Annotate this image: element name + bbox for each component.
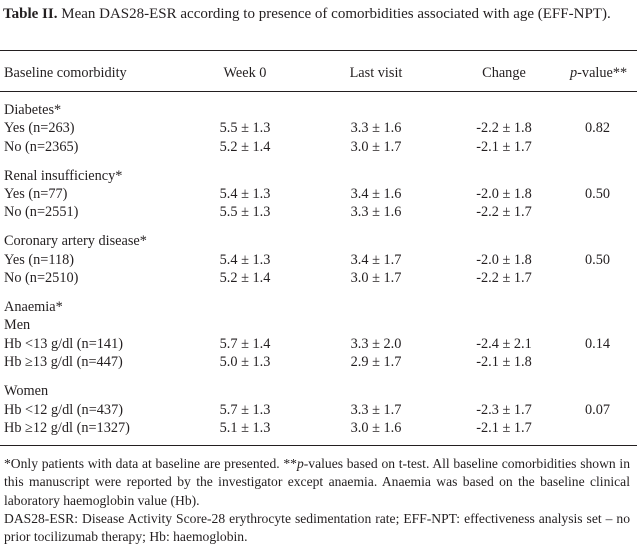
table-row — [0, 119, 637, 137]
cell-last-visit: 3.0 ± 1.6 — [350, 420, 402, 436]
header-last-visit: Last visit — [349, 65, 403, 81]
group-row — [0, 232, 637, 250]
cell-change: -2.0 ± 1.8 — [476, 186, 532, 202]
cell-change: -2.4 ± 2.1 — [476, 336, 532, 352]
cell-p-value: 0.50 — [584, 186, 611, 202]
cell-last-visit: 3.4 ± 1.6 — [350, 186, 402, 202]
cell-last-visit: 2.9 ± 1.7 — [350, 354, 402, 370]
cell-p-value: 0.82 — [584, 120, 611, 136]
top-rule — [0, 50, 637, 51]
table-row — [0, 251, 637, 269]
header-p-value: p-value** — [570, 65, 628, 81]
row-label: Yes (n=118) — [4, 252, 75, 268]
cell-week0: 5.5 ± 1.3 — [219, 120, 271, 136]
cell-change: -2.1 ± 1.7 — [476, 139, 532, 155]
abbreviations-note: DAS28-ESR: Disease Activity Score-28 erythrocyte sedimentation rate; EFF-NPT: effectiveness analysis set – no prior tocilizumab therapy; Hb: haemoglobin. — [4, 511, 630, 545]
table-row — [0, 185, 637, 203]
cell-last-visit: 3.3 ± 1.6 — [350, 120, 402, 136]
row-label: No (n=2365) — [4, 139, 79, 155]
header-row — [0, 64, 637, 82]
cell-last-visit: 3.3 ± 2.0 — [350, 336, 402, 352]
group-row — [0, 167, 637, 185]
cell-week0: 5.1 ± 1.3 — [219, 420, 271, 436]
cell-week0: 5.7 ± 1.3 — [219, 402, 271, 418]
cell-change: -2.2 ± 1.8 — [476, 120, 532, 136]
header-change: Change — [482, 65, 526, 81]
row-label: Hb <12 g/dl (n=437) — [4, 402, 123, 418]
table-row — [0, 353, 637, 371]
cell-last-visit: 3.0 ± 1.7 — [350, 139, 402, 155]
cell-last-visit: 3.4 ± 1.7 — [350, 252, 402, 268]
group-label: Anaemia* — [4, 299, 63, 315]
cell-week0: 5.5 ± 1.3 — [219, 204, 271, 220]
cell-last-visit: 3.3 ± 1.6 — [350, 204, 402, 220]
cell-p-value: 0.07 — [584, 402, 611, 418]
cell-week0: 5.7 ± 1.4 — [219, 336, 271, 352]
cell-change: -2.2 ± 1.7 — [476, 204, 532, 220]
group-label: Coronary artery disease* — [4, 233, 147, 249]
cell-p-value: 0.50 — [584, 252, 611, 268]
group-label: Diabetes* — [4, 102, 62, 118]
group-row — [0, 298, 637, 316]
cell-change: -2.1 ± 1.7 — [476, 420, 532, 436]
cell-last-visit: 3.3 ± 1.7 — [350, 402, 402, 418]
cell-p-value: 0.14 — [584, 336, 611, 352]
subgroup-row — [0, 316, 637, 334]
cell-week0: 5.2 ± 1.4 — [219, 270, 271, 286]
cell-week0: 5.4 ± 1.3 — [219, 186, 271, 202]
header-week0: Week 0 — [223, 65, 267, 81]
table-row — [0, 335, 637, 353]
cell-week0: 5.2 ± 1.4 — [219, 139, 271, 155]
group-label: Renal insufficiency* — [4, 168, 123, 184]
subgroup-label: Women — [4, 383, 49, 399]
row-label: Hb <13 g/dl (n=141) — [4, 336, 123, 352]
cell-change: -2.3 ± 1.7 — [476, 402, 532, 418]
subgroup-row — [0, 382, 637, 400]
row-label: No (n=2551) — [4, 204, 79, 220]
cell-week0: 5.4 ± 1.3 — [219, 252, 271, 268]
footnote: *Only patients with data at baseline are presented. **p-values based on t-test. All baseline comorbidities shown in this manuscript were reported by the investigator except anaemia. Anaemia was based on the baseline clinical laboratory haemoglobin value (Hb). — [4, 456, 630, 508]
table-row — [0, 138, 637, 156]
row-label: No (n=2510) — [4, 270, 79, 286]
table-row — [0, 203, 637, 221]
table-label: Table II. — [3, 6, 58, 22]
row-label: Yes (n=77) — [4, 186, 68, 202]
bottom-rule — [0, 445, 637, 446]
table-row — [0, 269, 637, 287]
row-label: Hb ≥13 g/dl (n=447) — [4, 354, 123, 370]
header-rule — [0, 91, 637, 92]
table-row — [0, 419, 637, 437]
row-label: Hb ≥12 g/dl (n=1327) — [4, 420, 130, 436]
table-row — [0, 401, 637, 419]
cell-change: -2.1 ± 1.8 — [476, 354, 532, 370]
cell-week0: 5.0 ± 1.3 — [219, 354, 271, 370]
subgroup-label: Men — [4, 317, 31, 333]
caption-text: Mean DAS28-ESR according to presence of comorbidities associated with age (EFF-NPT). — [57, 6, 611, 22]
header-baseline-comorbidity: Baseline comorbidity — [4, 65, 127, 81]
group-row — [0, 101, 637, 119]
cell-last-visit: 3.0 ± 1.7 — [350, 270, 402, 286]
row-label: Yes (n=263) — [4, 120, 75, 136]
table-caption — [3, 5, 631, 24]
cell-change: -2.0 ± 1.8 — [476, 252, 532, 268]
cell-change: -2.2 ± 1.7 — [476, 270, 532, 286]
